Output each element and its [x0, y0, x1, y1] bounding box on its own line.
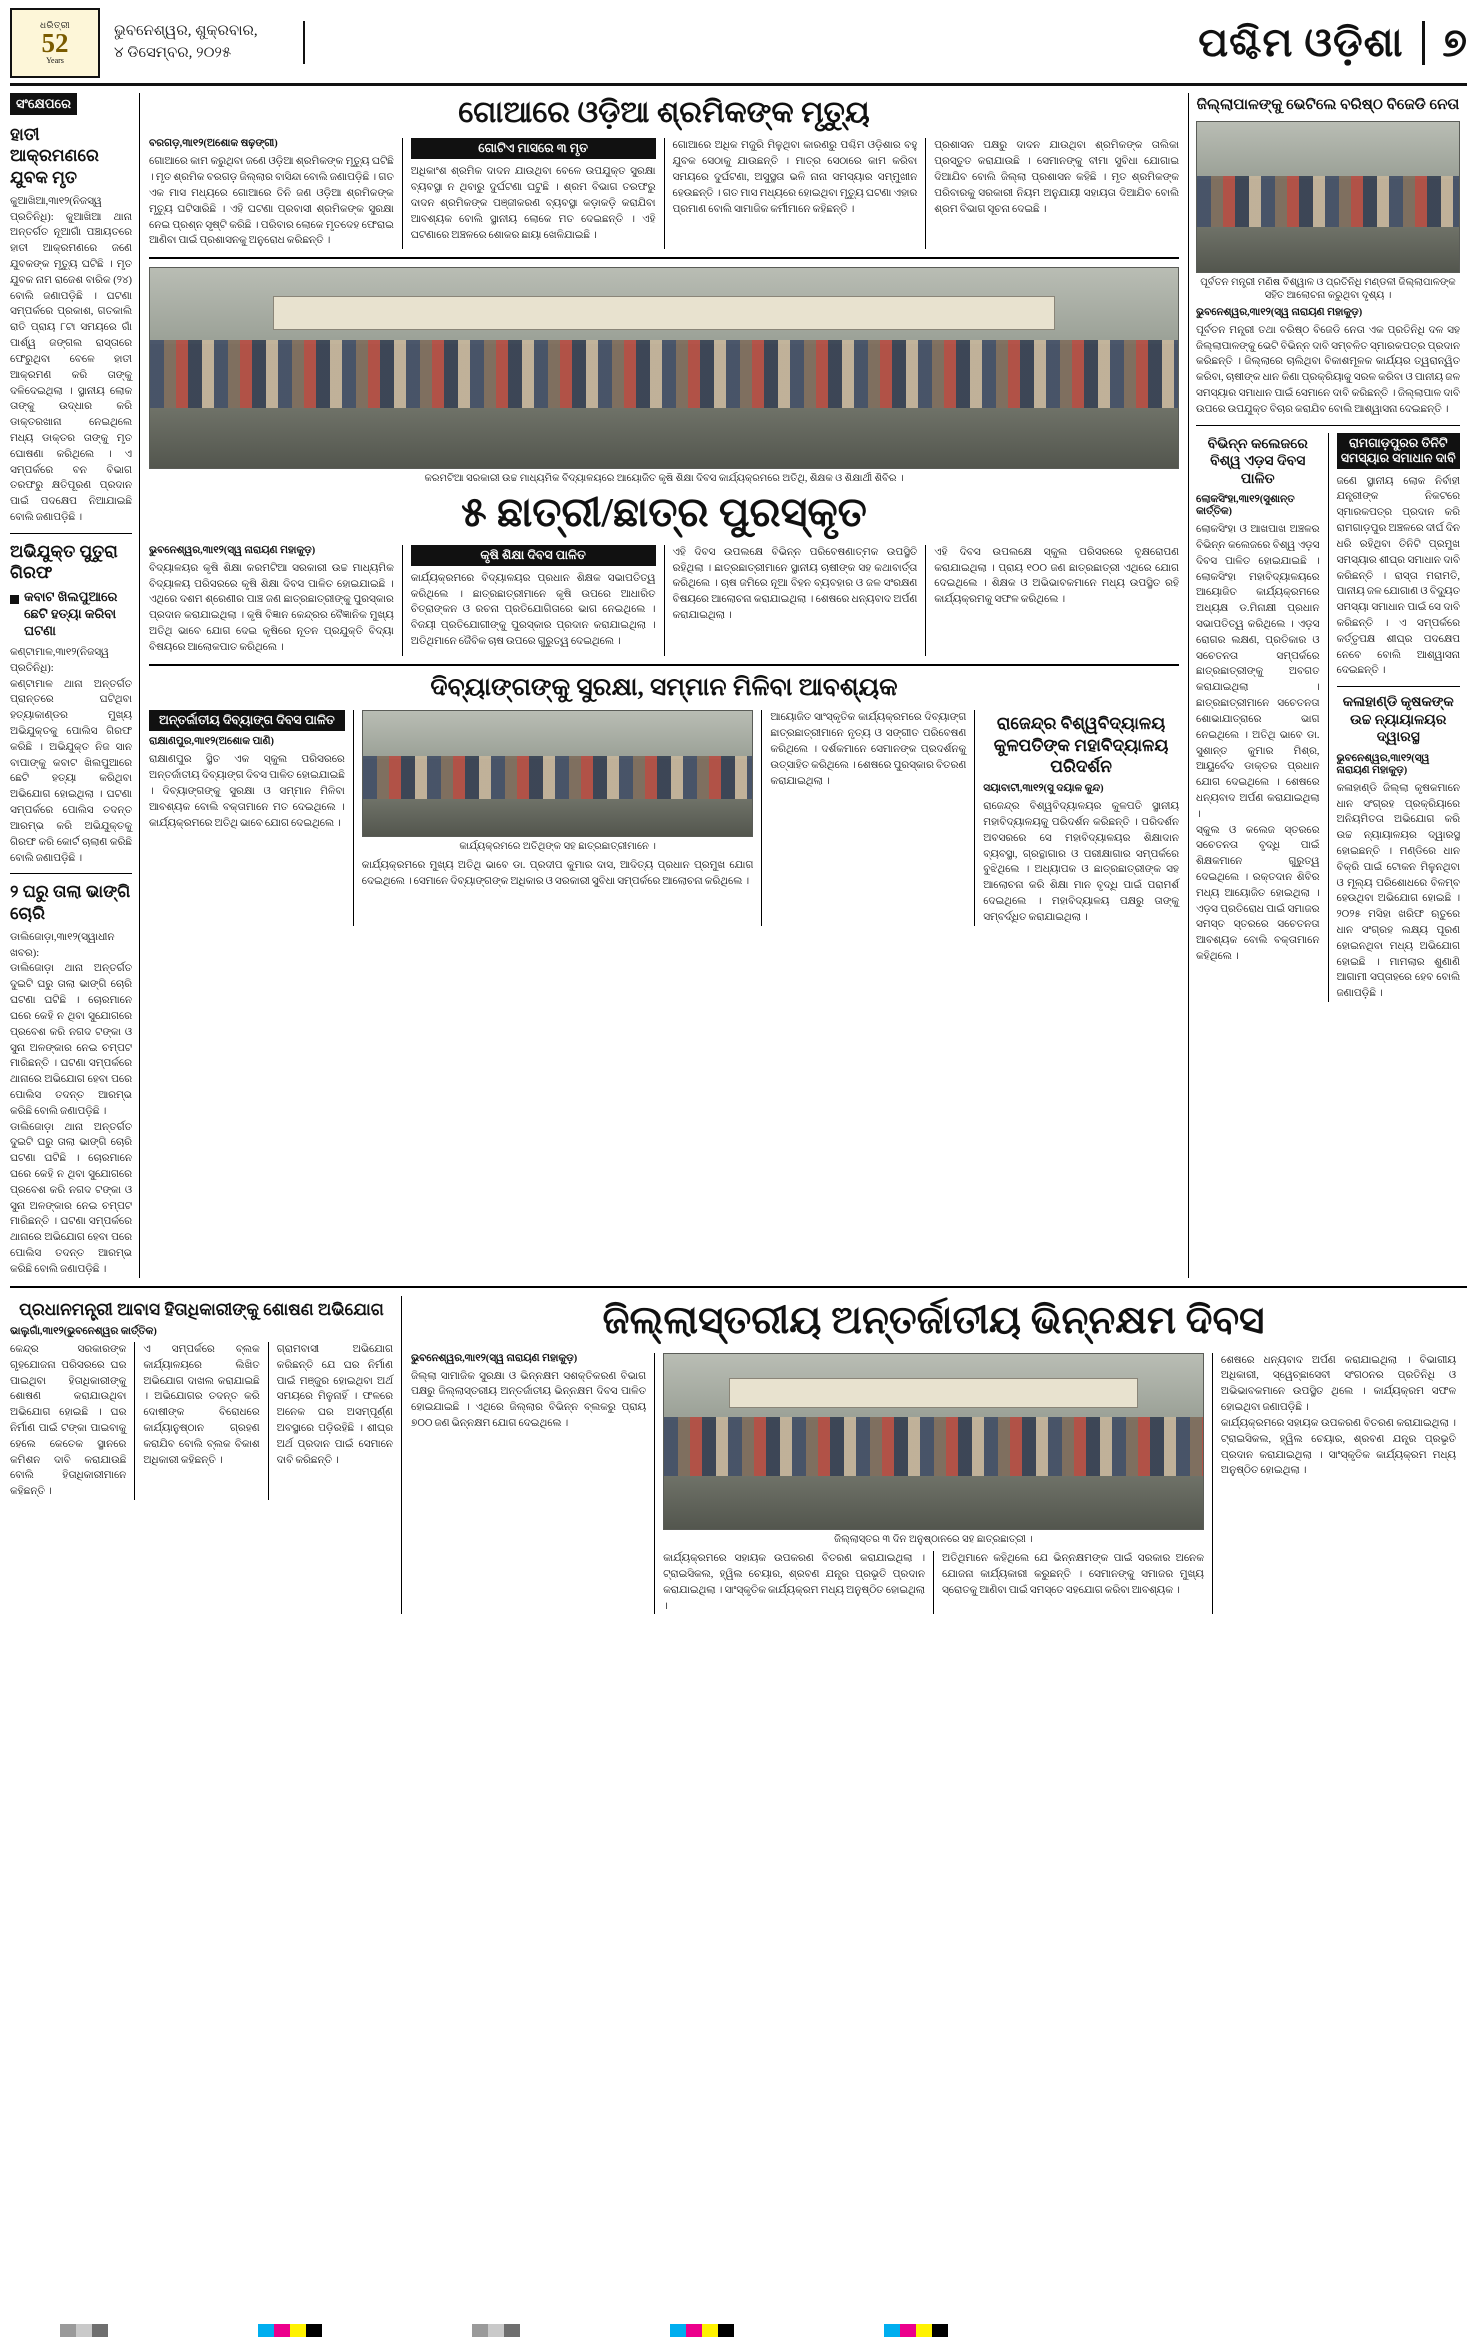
cmyk-bar-group-2 — [670, 2324, 734, 2337]
story-aids — [1196, 433, 1320, 1002]
story-divyang-col-3 — [761, 710, 966, 925]
cmyk-bar-group-1 — [258, 2324, 322, 2337]
story-students-col-1 — [149, 545, 394, 656]
story-kalahandi-headline: କଳାହାଣ୍ଡି କୃଷକଙ୍କ ଉଚ୍ଚ ନ୍ୟାୟାଳୟର ଦ୍ୱାରସ୍ଥ — [1342, 695, 1454, 746]
story-divyang-district-columns — [411, 1353, 1456, 1615]
brief-3-body-extra: ଡାଲିଜୋଡ଼ା ଥାନା ଅନ୍ତର୍ଗତ ଦୁଇଟି ଘରୁ ତାଲା ଭାଙ୍ଗି ଚୋରି ଘଟଣା ଘଟିଛି । ଚୋରମାନେ ଘରେ କେହି ନ ଥିବା ସୁଯୋଗରେ ପ୍ରବେଶ କରି ନଗଦ ଟଙ୍କା ଓ ସୁନା ଅଳଙ୍କାର ନେଇ ଚମ୍ପଟ ମାରିଛନ୍ତି । ଘଟଣା ସମ୍ପର୍କରେ ଥାନାରେ ଅଭିଯୋଗ ହେବା ପରେ ପୋଲିସ ତଦନ୍ତ ଆରମ୍ଭ କରିଛି ବୋଲି ଜଣାପଡ଼ିଛି । — [10, 1121, 132, 1275]
story-divyang-para-3: ଆୟୋଜିତ ସାଂସ୍କୃତିକ କାର୍ଯ୍ୟକ୍ରମରେ ଦିବ୍ୟାଙ୍ଗ ଛାତ୍ରଛାତ୍ରୀମାନେ ନୃତ୍ୟ ଓ ସଙ୍ଗୀତ ପରିବେଷଣ କରିଥିଲେ । ଦର୍ଶକମାନେ ସେମାନଙ୍କ ପ୍ରଦର୍ଶନକୁ ଉତ୍ସାହିତ କରିଥିଲେ । ଶେଷରେ ପୁରସ୍କାର ବିତରଣ କରାଯାଇଥିଲା । — [770, 712, 967, 787]
divyang-district-photo — [663, 1353, 1204, 1530]
grey-swatch — [60, 2324, 76, 2337]
photo-background — [363, 711, 753, 759]
story-aids-body: ଲୋକସିଂହା ଓ ଆଖପାଖ ଅଞ୍ଚଳର ବିଭିନ୍ନ କଲେଜରେ ବିଶ୍ୱ ଏଡ଼ସ ଦିବସ ପାଳିତ ହୋଇଯାଇଛି । ଲୋକସିଂହା ମହାବିଦ୍ୟାଳୟରେ ଆୟୋଜିତ କାର୍ଯ୍ୟକ୍ରମରେ ଅଧ୍ୟକ୍ଷ ଡ.ମିନାକ୍ଷୀ ପ୍ରଧାନ ସଭାପତିତ୍ୱ କରିଥିଲେ । ଏଡ଼ସ ରୋଗର ଲକ୍ଷଣ, ପ୍ରତିକାର ଓ ସଚେତନତା ସମ୍ପର୍କରେ ଛାତ୍ରଛାତ୍ରୀଙ୍କୁ ଅବଗତ କରାଯାଇଥିଲା । ଛାତ୍ରଛାତ୍ରୀମାନେ ସଚେତନତା ଶୋଭାଯାତ୍ରାରେ ଭାଗ ନେଇଥିଲେ । ଅତିଥି ଭାବେ ଡା. ସୁଶାନ୍ତ କୁମାର ମିଶ୍ର, ଆୟୁର୍ବେଦ ଡାକ୍ତର ପ୍ରଧାନ ଯୋଗ ଦେଇଥିଲେ । ଶେଷରେ ଧନ୍ୟବାଦ ଅର୍ପଣ କରାଯାଇଥିଲା । — [1196, 524, 1320, 820]
photo-foreground — [1197, 227, 1459, 272]
story-students-para-1: ବିଦ୍ୟାଳୟର କୃଷି ଶିକ୍ଷା କରମଟିଆ ସରକାରୀ ଉଚ୍ଚ ମାଧ୍ୟମିକ ବିଦ୍ୟାଳୟ ପରିସରରେ କୃଷି ଶିକ୍ଷା ଦିବସ ପାଳିତ ହୋଇଯାଇଛି । ଏଥିରେ ଦଶମ ଶ୍ରେଣୀର ପାଞ୍ଚ ଜଣ ଛାତ୍ରଛାତ୍ରୀଙ୍କୁ ପୁରସ୍କାର ପ୍ରଦାନ କରାଯାଇଥିଲା । କୃଷି ବିଜ୍ଞାନ କେନ୍ଦ୍ରର ବୈଜ୍ଞାନିକ ମୁଖ୍ୟ ଅତିଥି ଭାବେ ଯୋଗ ଦେଇ କୃଷିରେ ନୂତନ ପ୍ରଯୁକ୍ତି ବିଦ୍ୟା ବିଷୟରେ ଆଲୋକପାତ କରିଥିଲେ । — [149, 562, 394, 653]
divider — [10, 533, 132, 534]
story-kalahandi-body: କଳାହାଣ୍ଡି ଜିଲ୍ଲା କୃଷକମାନେ ଧାନ ସଂଗ୍ରହ ପ୍ରକ୍ରିୟାରେ ଅନିୟମିତତା ଅଭିଯୋଗ କରି ଉଚ୍ଚ ନ୍ୟାୟାଳୟର ଦ୍ୱାରସ୍ଥ ହୋଇଛନ୍ତି । ମଣ୍ଡିରେ ଧାନ ବିକ୍ରି ପାଇଁ ଟୋକନ ମିଳୁନଥିବା ଓ ମୂଲ୍ୟ ପରିଶୋଧରେ ବିଳମ୍ବ ହେଉଥିବା ଅଭିଯୋଗ ହୋଇଛି । ୨୦୨୫ ମସିହା ଖରିଫ ଋତୁରେ ଧାନ ସଂଗ୍ରହ ଲକ୍ଷ୍ୟ ପୂରଣ ହୋଇନଥିବା ମଧ୍ୟ ଅଭିଯୋଗ ହୋଇଛି । ମାମଲାର ଶୁଣାଣି ଆଗାମୀ ସପ୍ତାହରେ ହେବ ବୋଲି ଜଣାପଡ଼ିଛି । — [1336, 782, 1460, 1000]
grey-bar-group-2 — [472, 2324, 520, 2337]
story-goa-col-2 — [402, 138, 656, 249]
divider — [149, 664, 1179, 666]
photo-banner — [729, 1378, 1138, 1408]
story-students-para-4: ଏହି ଦିବସ ଉପଲକ୍ଷେ ସ୍କୁଲ ପରିସରରେ ବୃକ୍ଷରୋପଣ କରାଯାଇଥିଲା । ପ୍ରାୟ ୧୦୦ ଜଣ ଛାତ୍ରଛାତ୍ରୀ ଏଥିରେ ଯୋଗ ଦେଇଥିଲେ । ଶିକ୍ଷକ ଓ ଅଭିଭାବକମାନେ ମଧ୍ୟ ଉପସ୍ଥିତ ରହି କାର୍ଯ୍ୟକ୍ରମକୁ ସଫଳ କରିଥିଲେ । — [934, 546, 1179, 606]
story-ranga-headline: ରାମଗାଡ଼ପୁରର ତିନିଟି ସମସ୍ୟାର ସମାଧାନ ଦାବି — [1337, 433, 1461, 469]
dd-para-4b: କାର୍ଯ୍ୟକ୍ରମରେ ସହାୟକ ଉପକରଣ ବିତରଣ କରାଯାଇଥିଲା । ଟ୍ରାଇସିକଲ, ହ୍ୱିଲ ଚେୟାର, ଶ୍ରବଣ ଯନ୍ତ୍ର ପ୍ରଭୃତି ପ୍ରଦାନ କରାଯାଇଥିଲା । ସାଂସ୍କୃତିକ କାର୍ଯ୍ୟକ୍ରମ ମଧ୍ୟ ଅନୁଷ୍ଠିତ ହୋଇଥିଲା । — [1220, 1417, 1456, 1477]
right-sub-block — [1196, 433, 1460, 1002]
story-pmay-headline: ପ୍ରଧାନମନ୍ତ୍ରୀ ଆବାସ ହିତାଧିକାରୀଙ୍କୁ ଶୋଷଣ ଅଭିଯୋଗ — [19, 1299, 384, 1319]
page-number: ୭ — [1442, 20, 1467, 65]
story-students-headline: ୫ ଛାତ୍ରୀ/ଛାତ୍ର ପୁରସ୍କୃତ — [461, 488, 867, 535]
cyan-swatch — [258, 2324, 274, 2337]
divider — [10, 873, 132, 874]
dd-para-2: କାର୍ଯ୍ୟକ୍ରମରେ ସହାୟକ ଉପକରଣ ବିତରଣ କରାଯାଇଥିଲା । ଟ୍ରାଇସିକଲ, ହ୍ୱିଲ ଚେୟାର, ଶ୍ରବଣ ଯନ୍ତ୍ର ପ୍ରଭୃତି ପ୍ରଦାନ କରାଯାଇଥିଲା । ସାଂସ୍କୃତିକ କାର୍ଯ୍ୟକ୍ରମ ମଧ୍ୟ ଅନୁଷ୍ଠିତ ହୋଇଥିଲା । — [663, 1553, 925, 1612]
photo-foreground — [664, 1476, 1203, 1529]
brief-2-body: କଣ୍ଟାମାଳ ଥାନା ଅନ୍ତର୍ଗତ ପ୍ରାନ୍ତରେ ଘଟିଥିବା ହତ୍ୟାକାଣ୍ଡର ମୁଖ୍ୟ ଅଭିଯୁକ୍ତକୁ ପୋଲିସ ଗିରଫ କରିଛି । ଅଭିଯୁକ୍ତ ନିଜ ସାନ ବାପାଙ୍କୁ କବାଟ ଖିଲପୁଆରେ ଛେଟି ହତ୍ୟା କରିଥିବା ଅଭିଯୋଗ ହୋଇଥିଲା । ଘଟଣା ସମ୍ପର୍କରେ ପୋଲିସ ତଦନ୍ତ ଆରମ୍ଭ କରି ଅଭିଯୁକ୍ତକୁ ଗିରଫ କରି କୋର୍ଟ ଚାଲାଣ କରିଛି ବୋଲି ଜଣାପଡ଼ିଛି । — [10, 678, 132, 864]
story-goa-columns — [149, 138, 1179, 249]
brief-2-sub-wrap — [10, 589, 132, 640]
publication-logo — [10, 8, 100, 78]
logo-years-text: Years — [46, 56, 64, 66]
story-univ-dateline: ସୟାବାଟୀ,୩ା୧୨(ସୁ ଦୟାଳ କୁନ୍ଦ) — [983, 783, 1104, 795]
bullet-square-icon — [10, 595, 19, 604]
magenta-swatch — [686, 2324, 702, 2337]
story-students-dateline: ଭୁବନେଶ୍ୱର,୩ା୧୨(ସ୍ୱ ନାରାୟଣ ମହାକୁଡ଼) — [149, 544, 316, 556]
story-goa — [149, 95, 1179, 249]
story-ranga-body: ଜଣେ ସ୍ଥାନୀୟ ଲୋକ ନିର୍ବାହୀ ଯନ୍ତ୍ରୀଙ୍କ ନିକଟରେ ସ୍ମାରକପତ୍ର ପ୍ରଦାନ କରି ରାମଗାଡ଼ପୁର ଅଞ୍ଚଳରେ ଦୀର୍ଘ ଦିନ ଧରି ରହିଥିବା ତିନିଟି ପ୍ରମୁଖ ସମସ୍ୟାର ଶୀଘ୍ର ସମାଧାନ ଦାବି କରିଛନ୍ତି । ରାସ୍ତା ମରାମତି, ପାନୀୟ ଜଳ ଯୋଗାଣ ଓ ବିଦ୍ୟୁତ ସମସ୍ୟା ସମାଧାନ ପାଇଁ ସେ ଦାବି କରିଛନ୍ତି । ଏ ସମ୍ପର୍କରେ କର୍ତ୍ତୃପକ୍ଷ ଶୀଘ୍ର ପଦକ୍ଷେପ ନେବେ ବୋଲି ଆଶ୍ୱାସନା ଦେଇଛନ୍ତି । — [1336, 475, 1460, 677]
story-aids-dateline: ଲୋକସିଂହା,୩ା୧୨(ସୁଶାନ୍ତ କାର୍ତ୍ତିକ) — [1196, 494, 1295, 518]
divider — [1196, 425, 1460, 426]
magenta-swatch — [900, 2324, 916, 2337]
story-goa-col-1 — [149, 138, 394, 249]
students-photo-caption: କରମଟିଆ ସରକାରୀ ଉଚ୍ଚ ମାଧ୍ୟମିକ ବିଦ୍ୟାଳୟରେ ଆୟୋଜିତ କୃଷି ଶିକ୍ଷା ଦିବସ କାର୍ଯ୍ୟକ୍ରମରେ ଅତିଥି, ଶିକ୍ଷକ ଓ ଶିକ୍ଷାର୍ଥୀ ଶିବିର । — [424, 473, 904, 485]
story-dm-headline: ଜିଲ୍ଲାପାଳଙ୍କୁ ଭେଟିଲେ ବରିଷ୍ଠ ବିଜେଡି ନେତା — [1196, 97, 1460, 113]
story-divyang-para-2: କାର୍ଯ୍ୟକ୍ରମରେ ମୁଖ୍ୟ ଅତିଥି ଭାବେ ଡା. ପ୍ରଦୀପ କୁମାର ଦାସ, ଆଦିତ୍ୟ ପ୍ରଧାନ ପ୍ରମୁଖ ଯୋଗ ଦେଇଥିଲେ । ସେମାନେ ଦିବ୍ୟାଙ୍ଗଙ୍କ ଅଧିକାର ଓ ସରକାରୀ ସୁବିଧା ସମ୍ପର୍କରେ ଆଲୋଚନା କରିଥିଲେ । — [361, 859, 754, 887]
story-kalahandi-dateline: ଭୁବନେଶ୍ୱର,୩ା୧୨(ସ୍ୱ ନାରାୟଣ ମହାକୁଡ଼) — [1336, 752, 1430, 776]
grey-swatch — [504, 2324, 520, 2337]
story-ranga — [1328, 433, 1461, 1002]
cmyk-bar-group-3 — [884, 2324, 948, 2337]
story-dm-body: ପୂର୍ବତନ ମନ୍ତ୍ରୀ ତଥା ବରିଷ୍ଠ ବିଜେଡି ନେତା ଏକ ପ୍ରତିନିଧି ଦଳ ସହ ଜିଲ୍ଲାପାଳଙ୍କୁ ଭେଟି ବିଭିନ୍ନ ଦାବି ସମ୍ବଳିତ ସ୍ମାରକପତ୍ର ପ୍ରଦାନ କରିଛନ୍ତି । ଜିଲ୍ଲାରେ ଚାଲିଥିବା ବିକାଶମୂଳକ କାର୍ଯ୍ୟର ତ୍ୱରାନ୍ୱିତ କରିବା, ଚାଷୀଙ୍କ ଧାନ କିଣା ପ୍ରକ୍ରିୟାକୁ ସରଳ କରିବା ଓ ପାନୀୟ ଜଳ ସମସ୍ୟାର ସମାଧାନ ପାଇଁ ସେମାନେ ଦାବି କରିଛନ୍ତି । ଜିଲ୍ଲାପାଳ ଦାବି ଉପରେ ଉପଯୁକ୍ତ ବିଚାର କରାଯିବ ବୋଲି ଆଶ୍ୱାସନା ଦେଇଛନ୍ତି । — [1196, 324, 1460, 415]
story-students-para-3: ଏହି ଦିବସ ଉପଲକ୍ଷେ ବିଭିନ୍ନ ପରିବେଷଣାତ୍ମକ ଉପସ୍ଥିତି ରହିଥିଲା । ଛାତ୍ରଛାତ୍ରୀମାନେ ସ୍ଥାନୀୟ ଚାଷୀଙ୍କ ସହ କଥାବାର୍ତ୍ତା କରିଥିଲେ । ଚାଷ ଜମିରେ ନୂଆ ବିହନ ବ୍ୟବହାର ଓ ଜଳ ସଂରକ୍ଷଣ ବିଷୟରେ ଆଲୋଚନା କରାଯାଇଥିଲା । ଶେଷରେ ଧନ୍ୟବାଦ ଅର୍ପଣ କରାଯାଇଥିଲା । — [672, 546, 918, 622]
story-divyang-district — [411, 1296, 1456, 1615]
story-divyang-kicker: ଅନ୍ତର୍ଜାତୀୟ ଦିବ୍ୟାଙ୍ଗ ଦିବସ ପାଳିତ — [149, 710, 345, 731]
story-univ-headline: ରାଜେନ୍ଦ୍ର ବିଶ୍ୱବିଦ୍ୟାଳୟ କୁଳପତିଙ୍କ ମହାବିଦ୍ୟାଳୟ ପରିଦର୍ଶନ — [993, 714, 1169, 776]
story-pmay-para-1: କେନ୍ଦ୍ର ସରକାରଙ୍କ ଗୃହଯୋଜନା ପରିସରରେ ଘର ପାଇଥିବା ହିତାଧିକାରୀଙ୍କୁ ଶୋଷଣ କରାଯାଉଥିବା ଅଭିଯୋଗ ହୋଇଛି । ଘର ନିର୍ମାଣ ପାଇଁ ଟଙ୍କା ପାଇବାକୁ ହେଲେ କେତେକ ସ୍ଥାନରେ କମିଶନ ଦାବି କରାଯାଉଛି ବୋଲି ହିତାଧିକାରୀମାନେ କହିଛନ୍ତି । — [10, 1343, 127, 1498]
dd-para-3: ଅତିଥିମାନେ କହିଥିଲେ ଯେ ଭିନ୍ନକ୍ଷମଙ୍କ ପାଇଁ ସରକାର ଅନେକ ଯୋଜନା କାର୍ଯ୍ୟକାରୀ କରୁଛନ୍ତି । ସେମାନଙ୍କୁ ସମାଜର ମୁଖ୍ୟ ସ୍ରୋତକୁ ଆଣିବା ପାଇଁ ସମସ୍ତେ ସହଯୋଗ କରିବା ଆବଶ୍ୟକ । — [933, 1551, 1204, 1614]
photo-banner — [273, 296, 1054, 330]
story-goa-dateline: ବରଗଡ଼,୩ା୧୨(ଅଶୋକ ଷଢ଼ଙ୍ଗୀ) — [149, 138, 278, 150]
story-divyang-district-dateline: ଭୁବନେଶ୍ୱର,୩ା୧୨(ସ୍ୱ ନାରାୟଣ ମହାକୁଡ଼) — [411, 1352, 578, 1364]
yellow-swatch — [290, 2324, 306, 2337]
story-students — [149, 267, 1179, 655]
grey-swatch — [92, 2324, 108, 2337]
photo-foreground — [363, 799, 753, 837]
color-registration-bars — [0, 2321, 1477, 2339]
divider — [149, 257, 1179, 259]
story-divyang-para-1: ରାକ୍ଷାଣପୁର ସ୍ଥିତ ଏକ ସ୍କୁଲ ପରିସରରେ ଅନ୍ତର୍ଜାତୀୟ ଦିବ୍ୟାଙ୍ଗ ଦିବସ ପାଳିତ ହୋଇଯାଇଛି । ଦିବ୍ୟାଙ୍ଗଙ୍କୁ ସୁରକ୍ଷା ଓ ସମ୍ମାନ ମିଳିବା ଆବଶ୍ୟକ ବୋଲି ବକ୍ତାମାନେ ମତ ଦେଇଥିଲେ । କାର୍ଯ୍ୟକ୍ରମରେ ଅତିଥି ଭାବେ ଯୋଗ ଦେଇଥିଲେ । — [149, 754, 345, 829]
story-goa-kicker: ଗୋଟିଏ ମାସରେ ୩ ମୃତ — [411, 138, 656, 159]
section-title: ପଶ୍ଚିମ ଓଡ଼ିଶା — [1198, 20, 1404, 65]
story-goa-para-4: ପ୍ରଶାସନ ପକ୍ଷରୁ ଦାଦନ ଯାଉଥିବା ଶ୍ରମିକଙ୍କ ତାଲିକା ପ୍ରସ୍ତୁତ କରାଯାଉଛି । ସେମାନଙ୍କୁ ବୀମା ସୁବିଧା ଯୋଗାଇ ଦିଆଯିବ ବୋଲି ଜିଲ୍ଲା ପ୍ରଶାସନ କହିଛି । ମୃତ ଶ୍ରମିକଙ୍କ ପରିବାରକୁ ସରକାରୀ ନିୟମ ଅନୁଯାୟୀ ସହାୟତା ଦିଆଯିବ ବୋଲି ଶ୍ରମ ବିଭାଗ ସୂଚନା ଦେଇଛି । — [934, 140, 1179, 215]
story-aids-headline: ବିଭିନ୍ନ କଲେଜରେ ବିଶ୍ୱ ଏଡ଼ସ ଦିବସ ପାଳିତ — [1207, 436, 1308, 487]
photo-foreground — [150, 408, 1178, 468]
divyang-event-photo — [362, 710, 754, 837]
story-students-col-3 — [664, 545, 918, 656]
page-body — [10, 93, 1467, 1278]
story-goa-col-3 — [664, 138, 918, 249]
masthead-dateline — [114, 21, 305, 65]
dateline-place: ଭୁବନେଶ୍ୱର, ଶୁକ୍ରବାର, — [114, 22, 258, 39]
grey-swatch — [472, 2324, 488, 2337]
masthead-divider — [1422, 21, 1425, 65]
story-pmay-dateline: ଭାଲୁଗାଁ,୩ା୧୨(ଭୁବନେଶ୍ୱର କାର୍ତ୍ତିକ) — [10, 1325, 157, 1337]
dd-col-4 — [1212, 1353, 1456, 1615]
story-goa-para-1: ଗୋଆରେ କାମ କରୁଥିବା ଜଣେ ଓଡ଼ିଆ ଶ୍ରମିକଙ୍କ ମୃତ୍ୟୁ ଘଟିଛି । ମୃତ ଶ୍ରମିକ ବରଗଡ଼ ଜିଲ୍ଲାର ବାସିନ୍ଦା ବୋଲି ଜଣାପଡ଼ିଛି । ଗତ ଏକ ମାସ ମଧ୍ୟରେ ଗୋଆରେ ତିନି ଜଣ ଓଡ଼ିଆ ଶ୍ରମିକଙ୍କ ମୃତ୍ୟୁ ଘଟିସାରିଛି । ଏହି ଘଟଣା ପ୍ରବାସୀ ଶ୍ରମିକଙ୍କ ସୁରକ୍ଷା ନେଇ ପ୍ରଶ୍ନ ସୃଷ୍ଟି କରିଛି । ପରିବାର ଲୋକେ ମୃତଦେହ ଫେରାଇ ଆଣିବା ପାଇଁ ପ୍ରଶାସନକୁ ଅନୁରୋଧ କରିଛନ୍ତି । — [149, 156, 394, 247]
story-goa-para-2: ଅଧିକାଂଶ ଶ୍ରମିକ ଦାଦନ ଯାଉଥିବା ବେଳେ ଉପଯୁକ୍ତ ସୁରକ୍ଷା ବ୍ୟବସ୍ଥା ନ ଥିବାରୁ ଦୁର୍ଘଟଣା ଘଟୁଛି । ଶ୍ରମ ବିଭାଗ ତରଫରୁ ଦାଦନ ଶ୍ରମିକଙ୍କ ପଞ୍ଜୀକରଣ ବ୍ୟବସ୍ଥା କଡ଼ାକଡ଼ି କରାଯିବା ଆବଶ୍ୟକ ବୋଲି ସ୍ଥାନୀୟ ଲୋକେ ମତ ଦେଇଛନ୍ତି । ଏହି ଘଟଣାରେ ଅଞ୍ଚଳରେ ଶୋକର ଛାୟା ଖେଳିଯାଇଛି । — [410, 166, 656, 241]
dd-under-photo — [663, 1551, 1204, 1614]
masthead — [10, 8, 1467, 86]
brief-1-body: କୁଆଖିଆ,୩ା୧୨(ନିଜସ୍ୱ ପ୍ରତିନିଧି): କୁଆଖିଆ ଥାନା ଅନ୍ତର୍ଗତ ନୂଆଗାଁ ପଞ୍ଚାୟତରେ ହାତୀ ଆକ୍ରମଣରେ ଜଣେ ଯୁବକଙ୍କ ମୃତ୍ୟୁ ଘଟିଛି । ମୃତ ଯୁବକ ନାମ ରାଜେଶ ବାରିକ (୨୪) ବୋଲି ଜଣାପଡ଼ିଛି । ଘଟଣା ସମ୍ପର୍କରେ ପ୍ରକାଶ, ଗତକାଲି ରାତି ପ୍ରାୟ ୮ଟା ସମୟରେ ଗାଁ ପାର୍ଶ୍ୱ ଜଙ୍ଗଲ ରାସ୍ତାରେ ଫେରୁଥିବା ବେଳେ ହାତୀ ଆକ୍ରମଣ କରି ତାଙ୍କୁ ଦଳିଦେଇଥିଲା । ସ୍ଥାନୀୟ ଲୋକ ତାଙ୍କୁ ଉଦ୍ଧାର କରି ଡାକ୍ତରଖାନା ନେଇଥିଲେ ମଧ୍ୟ ଡାକ୍ତର ତାଙ୍କୁ ମୃତ ଘୋଷଣା କରିଥିଲେ । ଏ ସମ୍ପର୍କରେ ବନ ବିଭାଗ ତରଫରୁ କ୍ଷତିପୂରଣ ପ୍ରଦାନ ପାଇଁ ପଦକ୍ଷେପ ନିଆଯାଇଛି ବୋଲି ଜଣାପଡ଼ିଛି । — [10, 195, 132, 523]
black-swatch — [932, 2324, 948, 2337]
story-goa-headline: ଗୋଆରେ ଓଡ଼ିଆ ଶ୍ରମିକଙ୍କ ମୃତ୍ୟୁ — [458, 96, 870, 129]
story-divyang-columns — [149, 710, 1179, 925]
brief-2-dateline: କଣ୍ଟାମାଳ,୩ା୧୨(ନିଜସ୍ୱ ପ୍ରତିନିଧି): — [10, 646, 109, 674]
story-univ — [974, 710, 1179, 925]
yellow-swatch — [916, 2324, 932, 2337]
grey-swatch — [488, 2324, 504, 2337]
dd-para-1: ଜିଲ୍ଲା ସାମାଜିକ ସୁରକ୍ଷା ଓ ଭିନ୍ନକ୍ଷମ ସଶକ୍ତିକରଣ ବିଭାଗ ପକ୍ଷରୁ ଜିଲ୍ଲାସ୍ତରୀୟ ଅନ୍ତର୍ଜାତୀୟ ଭିନ୍ନକ୍ଷମ ଦିବସ ପାଳିତ ହୋଇଯାଇଛି । ଏଥିରେ ଜିଲ୍ଲାର ବିଭିନ୍ନ ବ୍ଲକରୁ ପ୍ରାୟ ୭୦୦ ଜଣ ଭିନ୍ନକ୍ଷମ ଯୋଗ ଦେଇଥିଲେ । — [411, 1370, 647, 1430]
dateline-date: ୪ ଡିସେମ୍ବର, ୨୦୨୫ — [114, 44, 232, 61]
brief-3-headline: ୨ ଘରୁ ତାଲା ଭାଙ୍ଗି ଚୋରି — [10, 882, 131, 923]
dd-para-4: ଶେଷରେ ଧନ୍ୟବାଦ ଅର୍ପଣ କରାଯାଇଥିଲା । ବିଭାଗୀୟ ଅଧିକାରୀ, ସ୍ୱେଚ୍ଛାସେବୀ ସଂଗଠନର ପ୍ରତିନିଧି ଓ ଅଭିଭାବକମାନେ ଉପସ୍ଥିତ ଥିଲେ । କାର୍ଯ୍ୟକ୍ରମ ସଫଳ ହୋଇଥିବା ଜଣାପଡ଼ିଛି । — [1220, 1354, 1456, 1414]
section-title-block — [1198, 19, 1467, 66]
logo-top-text: ଧରିତ୍ରୀ — [39, 19, 71, 30]
divider — [1337, 686, 1461, 687]
story-dm-dateline: ଭୁବନେଶ୍ୱର,୩ା୧୨(ସ୍ୱ ନାରାୟଣ ମହାକୁଡ଼) — [1196, 306, 1363, 318]
divyang-photo-caption: କାର୍ଯ୍ୟକ୍ରମରେ ଅତିଥିଙ୍କ ସହ ଛାତ୍ରଛାତ୍ରୀମାନେ । — [459, 841, 656, 853]
story-students-columns — [149, 545, 1179, 656]
left-brief-column — [10, 93, 140, 1278]
brief-3-dateline: ଡାଲିଜୋଡ଼ା,୩ା୧୨(ସ୍ୱାଧୀନ ଖବର): — [10, 931, 115, 959]
logo-anniversary-number: 52 — [41, 27, 69, 58]
main-content-column — [149, 93, 1179, 1278]
story-students-para-2: କାର୍ଯ୍ୟକ୍ରମରେ ବିଦ୍ୟାଳୟର ପ୍ରଧାନ ଶିକ୍ଷକ ସଭାପତିତ୍ୱ କରିଥିଲେ । ଛାତ୍ରଛାତ୍ରୀମାନେ କୃଷି ଉପରେ ଆଧାରିତ ଚିତ୍ରାଙ୍କନ ଓ ରଚନା ପ୍ରତିଯୋଗିତାରେ ଭାଗ ନେଇଥିଲେ । ବିଜୟୀ ପ୍ରତିଯୋଗୀଙ୍କୁ ପୁରସ୍କାର ପ୍ରଦାନ କରାଯାଇଥିଲା । ଅତିଥିମାନେ ଜୈବିକ ଚାଷ ଉପରେ ଗୁରୁତ୍ୱ ଦେଇଥିଲେ । — [410, 572, 656, 648]
cyan-swatch — [670, 2324, 686, 2337]
story-students-col-2 — [402, 545, 656, 656]
story-divyang-headline: ଦିବ୍ୟାଙ୍ଗଙ୍କୁ ସୁରକ୍ଷା, ସମ୍ମାନ ମିଳିବା ଆବଶ୍ୟକ — [430, 673, 898, 701]
divider — [10, 1286, 1467, 1288]
brief-2-subhead: କବାଟ ଖିଲପୁଆରେ ଛେଟି ହତ୍ୟା କରିବା ଘଟଣା — [24, 589, 118, 639]
yellow-swatch — [702, 2324, 718, 2337]
cyan-swatch — [884, 2324, 900, 2337]
grey-bar-group-1 — [60, 2324, 108, 2337]
story-pmay-columns — [10, 1342, 393, 1500]
black-swatch — [306, 2324, 322, 2337]
students-award-photo — [149, 267, 1179, 469]
story-pmay — [10, 1296, 402, 1615]
photo-background — [1197, 122, 1459, 179]
story-univ-body: ରାଜେନ୍ଦ୍ର ବିଶ୍ୱବିଦ୍ୟାଳୟର କୁଳପତି ସ୍ଥାନୀୟ ମହାବିଦ୍ୟାଳୟକୁ ପରିଦର୍ଶନ କରିଛନ୍ତି । ପରିଦର୍ଶନ ଅବସରରେ ସେ ମହାବିଦ୍ୟାଳୟର ଶିକ୍ଷାଦାନ ବ୍ୟବସ୍ଥା, ଗ୍ରନ୍ଥାଗାର ଓ ପରୀକ୍ଷାଗାର ସମ୍ପର୍କରେ ବୁଝିଥିଲେ । ଅଧ୍ୟାପକ ଓ ଛାତ୍ରଛାତ୍ରୀଙ୍କ ସହ ଆଲୋଚନା କରି ଶିକ୍ଷା ମାନ ବୃଦ୍ଧି ପାଇଁ ପରାମର୍ଶ ଦେଇଥିଲେ । ମହାବିଦ୍ୟାଳୟ ପକ୍ଷରୁ ତାଙ୍କୁ ସମ୍ବର୍ଦ୍ଧିତ କରାଯାଇଥିଲା । — [983, 801, 1179, 923]
brief-1-headline: ହାତୀ ଆକ୍ରମଣରେ ଯୁବକ ମୃତ — [10, 125, 99, 187]
right-column — [1188, 93, 1460, 1278]
story-divyang-col-1 — [149, 710, 345, 925]
story-divyang-dateline: ରାକ୍ଷାଣପୁର,୩ା୧୨(ଅଶୋକ ପାଣି) — [149, 736, 274, 748]
story-pmay-para-3: ଗ୍ରାମବାସୀ ଅଭିଯୋଗ କରିଛନ୍ତି ଯେ ଘର ନିର୍ମାଣ ପାଇଁ ମଞ୍ଜୁର ହୋଇଥିବା ଅର୍ଥ ସମୟରେ ମିଳୁନାହିଁ । ଫଳରେ ଅନେକ ଘର ଅସମ୍ପୂର୍ଣ୍ଣ ଅବସ୍ଥାରେ ପଡ଼ିରହିଛି । ଶୀଘ୍ର ଅର୍ଥ ପ୍ରଦାନ ପାଇଁ ସେମାନେ ଦାବି କରିଛନ୍ତି । — [268, 1342, 393, 1500]
dd-photo-caption: ଜିଲ୍ଲାସ୍ତର ୩ ଦିନ ଅନୁଷ୍ଠାନରେ ସହ ଛାତ୍ରଛାତ୍ରୀ । — [834, 1533, 1033, 1545]
dm-photo-caption: ପୂର୍ବତନ ମନ୍ତ୍ରୀ ମଣିଷ ବିଶ୍ୱାଳ ଓ ପ୍ରତିନିଧି ମଣ୍ଡଳୀ ଜିଲ୍ଲାପାଳଙ୍କ ସହିତ ଆଲୋଚନା କରୁଥିବା ଦୃଶ୍ୟ । — [1200, 276, 1456, 302]
grey-swatch — [76, 2324, 92, 2337]
dm-meeting-photo — [1196, 121, 1460, 273]
story-divyang-photo-col — [353, 710, 754, 925]
black-swatch — [718, 2324, 734, 2337]
story-divyang — [149, 674, 1179, 926]
story-goa-col-4 — [925, 138, 1179, 249]
story-goa-para-3: ଗୋଆରେ ଅଧିକ ମଜୁରି ମିଳୁଥିବା କାରଣରୁ ପଶ୍ଚିମ ଓଡ଼ିଶାର ବହୁ ଯୁବକ ସେଠାକୁ ଯାଉଛନ୍ତି । ମାତ୍ର ସେଠାରେ କାମ କରିବା ସମୟରେ ଦୁର୍ଘଟଣା, ଅସୁସ୍ଥତା ଭଳି ନାନା ସମସ୍ୟାର ସମ୍ମୁଖୀନ ହେଉଛନ୍ତି । ଗତ ମାସ ମଧ୍ୟରେ ହୋଇଥିବା ମୃତ୍ୟୁ ଘଟଣା ଏହାର ପ୍ରମାଣ ବୋଲି ସାମାଜିକ କର୍ମୀମାନେ କହିଛନ୍ତି । — [672, 140, 918, 215]
story-divyang-district-headline: ଜିଲ୍ଲାସ୍ତରୀୟ ଅନ୍ତର୍ଜାତୀୟ ଭିନ୍ନକ୍ଷମ ଦିବସ — [602, 1298, 1265, 1342]
story-students-kicker: କୃଷି ଶିକ୍ଷା ଦିବସ ପାଳିତ — [411, 545, 656, 566]
brief-3-body: ଡାଲିଜୋଡ଼ା ଥାନା ଅନ୍ତର୍ଗତ ଦୁଇଟି ଘରୁ ତାଲା ଭାଙ୍ଗି ଚୋରି ଘଟଣା ଘଟିଛି । ଚୋରମାନେ ଘରେ କେହି ନ ଥିବା ସୁଯୋଗରେ ପ୍ରବେଶ କରି ନଗଦ ଟଙ୍କା ଓ ସୁନା ଅଳଙ୍କାର ନେଇ ଚମ୍ପଟ ମାରିଛନ୍ତି । ଘଟଣା ସମ୍ପର୍କରେ ଥାନାରେ ଅଭିଯୋଗ ହେବା ପରେ ପୋଲିସ ତଦନ୍ତ ଆରମ୍ଭ କରିଛି ବୋଲି ଜଣାପଡ଼ିଛି । — [10, 963, 132, 1117]
magenta-swatch — [274, 2324, 290, 2337]
story-students-col-4 — [925, 545, 1179, 656]
brief-2-headline: ଅଭିଯୁକ୍ତ ପୁତୁରା ଗିରଫ — [10, 541, 118, 583]
dd-photo-col — [654, 1353, 1204, 1615]
story-pmay-para-2: ଏ ସମ୍ପର୍କରେ ବ୍ଲକ କାର୍ଯ୍ୟାଳୟରେ ଲିଖିତ ଅଭିଯୋଗ ଦାଖଲ କରାଯାଇଛି । ଅଭିଯୋଗର ତଦନ୍ତ କରି ଦୋଷୀଙ୍କ ବିରୋଧରେ କାର୍ଯ୍ୟାନୁଷ୍ଠାନ ଗ୍ରହଣ କରାଯିବ ବୋଲି ବ୍ଲକ ବିକାଶ ଅଧିକାରୀ କହିଛନ୍ତି । — [134, 1342, 259, 1500]
dd-col-1 — [411, 1353, 646, 1615]
bottom-section — [10, 1296, 1467, 1615]
brief-section-label: ସଂକ୍ଷେପରେ — [10, 93, 77, 115]
story-aids-body-2: ସ୍କୁଲ ଓ କଲେଜ ସ୍ତରରେ ସଚେତନତା ବୃଦ୍ଧି ପାଇଁ ଶିକ୍ଷକମାନେ ଗୁରୁତ୍ୱ ଦେଇଥିଲେ । ରକ୍ତଦାନ ଶିବିର ମଧ୍ୟ ଆୟୋଜିତ ହୋଇଥିଲା । ଏଡ଼ସ ପ୍ରତିରୋଧ ପାଇଁ ସମାଜର ସମସ୍ତ ସ୍ତରରେ ସଚେତନତା ଆବଶ୍ୟକ ବୋଲି ବକ୍ତାମାନେ କହିଥିଲେ । — [1196, 824, 1320, 963]
